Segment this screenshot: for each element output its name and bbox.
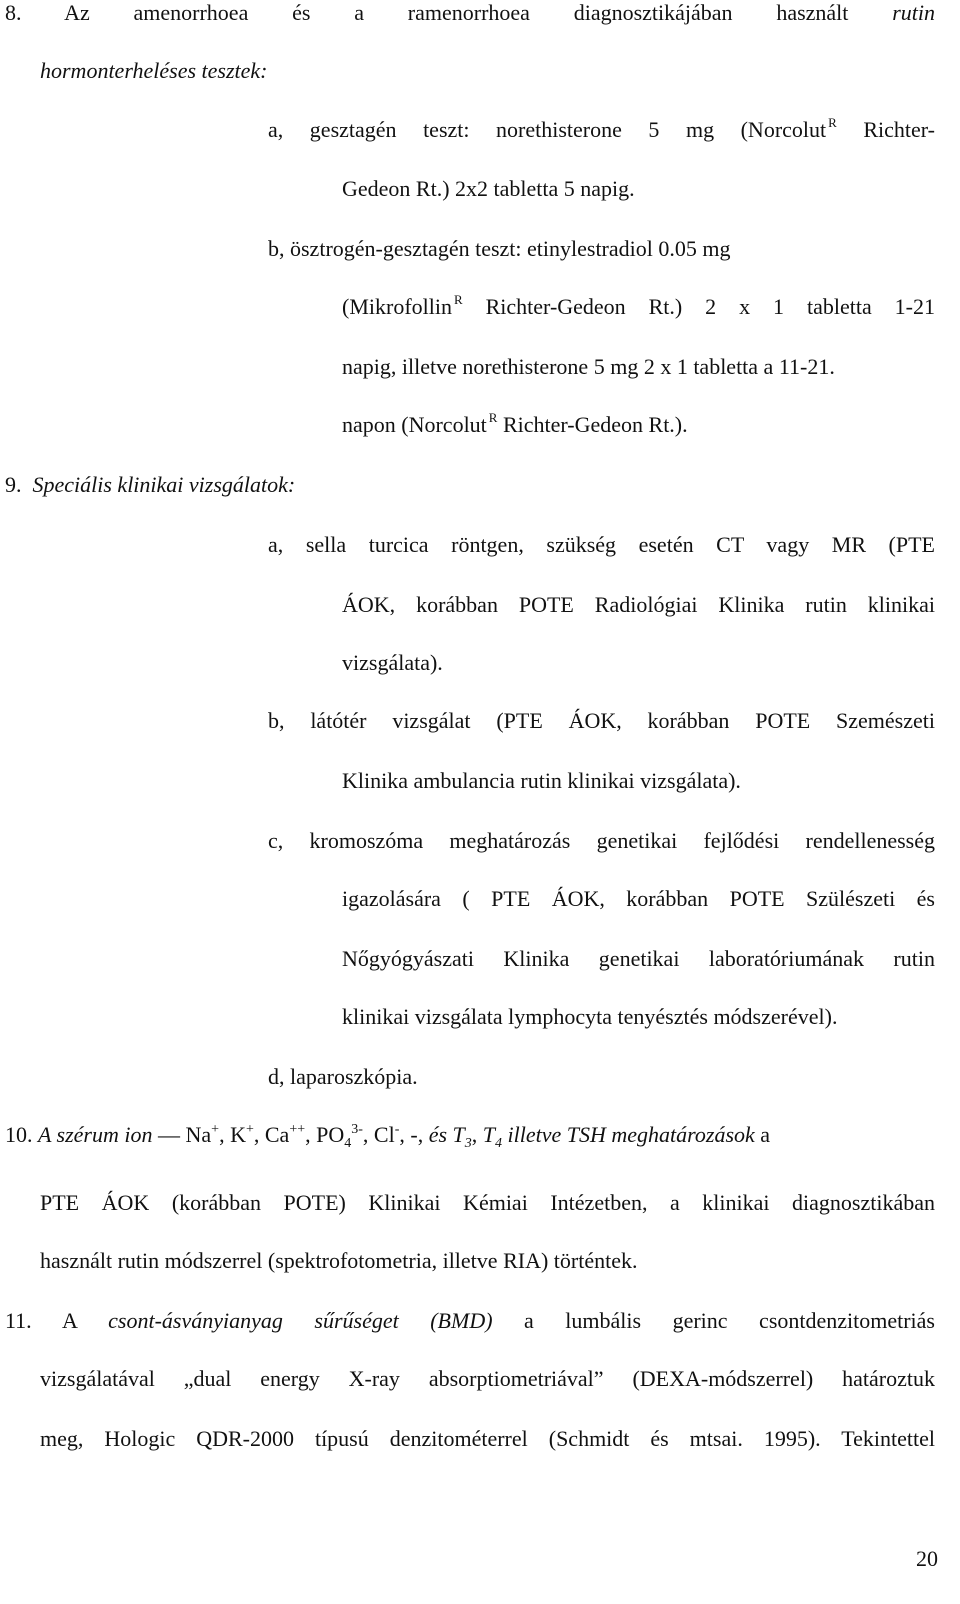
item8-b-line1: b, ösztrogén-gesztagén teszt: etinylestradiol 0.05 mg <box>268 236 731 261</box>
item10-dash: — <box>158 1122 180 1147</box>
ion-po-charge: 3- <box>351 1122 363 1137</box>
item9-a-line2: ÁOK, korábban POTE Radiológiai Klinika rutin klinikai <box>342 592 935 617</box>
item10-italic-lead: A szérum ion <box>38 1122 153 1147</box>
item9-title: Speciális klinikai vizsgálatok: <box>32 472 296 497</box>
item8-b-mikrofollin: (Mikrofollin <box>342 294 452 319</box>
hormone-t4: T <box>482 1122 496 1147</box>
registered-mark: R <box>488 410 498 425</box>
item9-c-line4: klinikai vizsgálata lymphocyta tenyésztés módszerével). <box>342 1004 838 1029</box>
item10-es: és <box>428 1122 448 1147</box>
hormone-t3-subscript: 3 <box>464 1136 472 1151</box>
item9-a-line1: a, sella turcica röntgen, szükség esetén CT vagy MR (PTE <box>268 532 935 557</box>
item9-b-line2: Klinika ambulancia rutin klinikai vizsgálata). <box>342 768 741 793</box>
ion-cl: Cl <box>373 1122 395 1147</box>
registered-mark: R <box>828 115 837 130</box>
item9-c-line3: Nőgyógyászati Klinika genetikai laboratóriumának rutin <box>342 946 935 971</box>
item11-italic3: (BMD) <box>430 1308 493 1333</box>
item10-a: a <box>760 1122 771 1147</box>
registered-mark: R <box>454 292 463 307</box>
item11-italic2: sűrűséget <box>314 1308 399 1333</box>
ion-na-charge: + <box>211 1122 220 1137</box>
item11-line2: vizsgálatával „dual energy X-ray absorptiometriával” (DEXA-módszerrel) határoztuk <box>40 1366 935 1391</box>
item11-rest: a lumbális gerinc csontdenzitometriás <box>524 1308 935 1333</box>
hormone-t3: T <box>452 1122 465 1147</box>
item8-b-line3: napig, illetve norethisterone 5 mg 2 x 1 tabletta a 11-21. <box>342 354 835 379</box>
item9-d-line: d, laparoszkópia. <box>268 1064 418 1089</box>
ion-k-charge: + <box>245 1122 254 1137</box>
item8-b-text-end: Richter-Gedeon Rt.). <box>502 412 688 437</box>
item8-a-line1 <box>268 115 935 145</box>
ion-na: Na <box>185 1122 212 1147</box>
ion-k: K <box>230 1122 246 1147</box>
item9-c-line2: igazolására ( PTE ÁOK, korábban POTE Szülészeti és <box>342 886 935 911</box>
ion-cl-charge: - <box>394 1122 400 1137</box>
item10-dash2: -, <box>410 1122 424 1147</box>
item10-italic-tail: illetve TSH meghatározások <box>507 1122 755 1147</box>
item9-number: 9. <box>5 472 22 497</box>
item11-line3: meg, Hologic QDR-2000 típusú denzitométerrel (Schmidt és mtsai. 1995). Tekintettel <box>40 1426 935 1451</box>
item10-line3: használt rutin módszerrel (spektrofotometria, illetve RIA) történtek. <box>40 1248 638 1273</box>
item9-a-line3: vizsgálata). <box>342 650 443 675</box>
item8-b-norcolut: napon (Norcolut <box>342 412 487 437</box>
item11-number: 11. <box>5 1308 32 1333</box>
item8-number: 8. <box>5 0 22 25</box>
hormone-t4-subscript: 4 <box>495 1136 503 1151</box>
item10-number: 10. <box>5 1122 33 1147</box>
item8-b-line4 <box>342 410 688 440</box>
item9-heading <box>5 470 295 500</box>
item8-b-line2 <box>342 292 935 322</box>
item10-line1: 10. A szérum ion — Na+, K+, Ca++, $PO_4^{3-}$, Cl-, -, és $T_3$, $T_4$ illetve TSH meghatározások a <box>5 1122 771 1151</box>
item10-line2: PTE ÁOK (korábban POTE) Klinikai Kémiai Intézetben, a klinikai diagnosztikában <box>40 1190 935 1215</box>
item11-italic1: csont-ásványianyag <box>108 1308 283 1333</box>
item8-a-text: a, gesztagén teszt: norethisterone 5 mg (Norcolut <box>268 117 827 142</box>
item8-b-text: Richter-Gedeon Rt.) 2 x 1 tabletta 1-21 <box>485 294 936 319</box>
item11-line1 <box>5 1306 935 1336</box>
ion-po-subscript: 4 <box>344 1136 352 1151</box>
item9-b-line1: b, látótér vizsgálat (PTE ÁOK, korábban POTE Szemészeti <box>268 708 935 733</box>
ion-ca-charge: ++ <box>289 1122 306 1137</box>
item8-title-italic: rutin <box>892 0 936 25</box>
item8-heading-line2: hormonterheléses tesztek: <box>40 58 268 83</box>
ion-po: PO <box>316 1122 345 1147</box>
page-number: 20 <box>916 1546 938 1571</box>
item8-heading-line1 <box>5 0 935 28</box>
item8-a-text-end: Richter- <box>863 117 935 142</box>
item8-title-text: Az amenorrhoea és a ramenorrhoea diagnosztikájában használt <box>64 0 849 25</box>
item11-a: A <box>61 1308 77 1333</box>
item9-c-line1: c, kromoszóma meghatározás genetikai fejlődési rendellenesség <box>268 828 935 853</box>
ion-ca: Ca <box>264 1122 290 1147</box>
item8-a-line2: Gedeon Rt.) 2x2 tabletta 5 napig. <box>342 176 635 201</box>
